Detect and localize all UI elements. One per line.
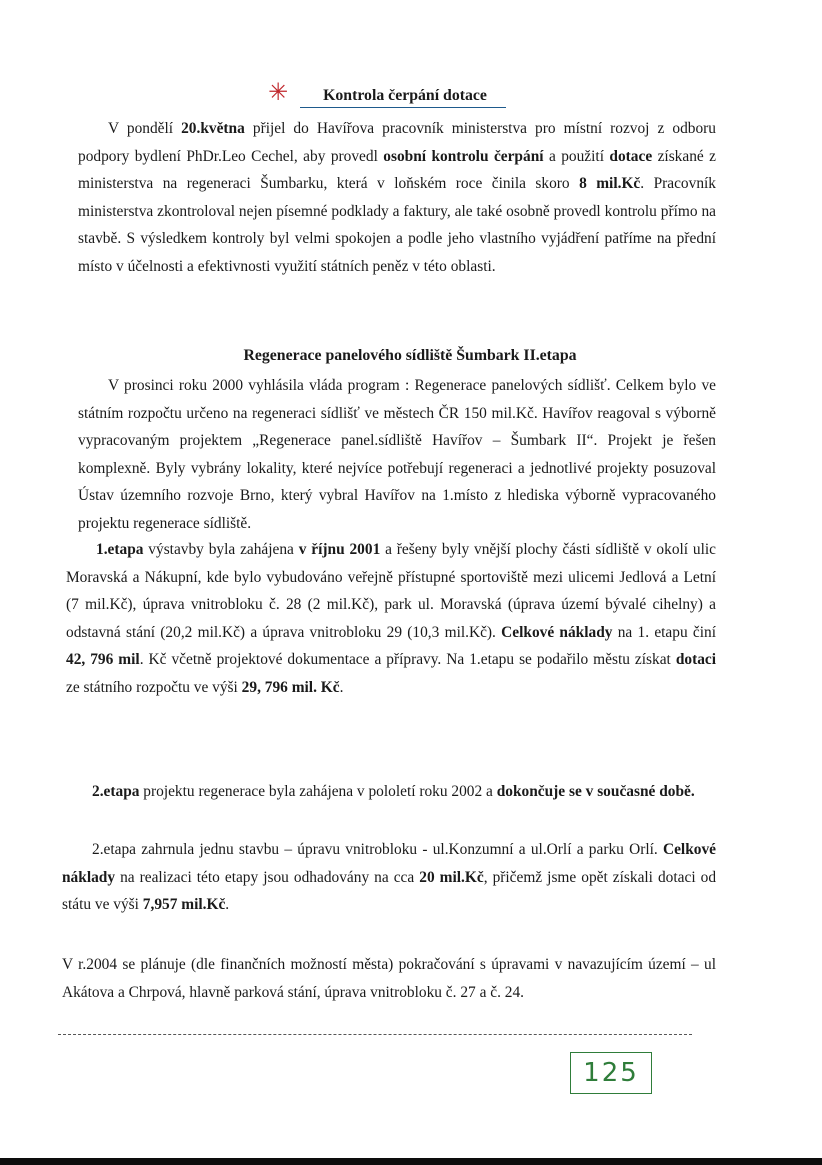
paragraph-kontrola: V pondělí 20.května přijel do Havířova pracovník ministerstva pro místní rozvoj z odboru podpory bydlení PhDr.Leo Cechel, aby provedl osobní kontrolu čerpání a použití dotace získané z ministerstva na regeneraci Šumbarku, která v loňském roce činila skoro 8 mil.Kč. Pracovník ministerstva zkontroloval nejen písemné podklady a faktury, ale také osobně provedl kontrolu přímo na stavbě. S výsledkem kontroly byl velmi spokojen a podle jeho vlastního vyjádření patříme na přední místo v účelnosti a efektivnosti využití státních peněz v této oblasti. bbox=[78, 120, 716, 275]
paragraph-etapa-2-naklady: 2.etapa zahrnula jednu stavbu – úpravu vnitrobloku - ul.Konzumní a ul.Orlí a parku Orlí. Celkové náklady na realizaci této etapy jsou odhadovány na cca 20 mil.Kč, přičemž jsme opět získali dotaci od státu ve výši 7,957 mil.Kč. bbox=[62, 841, 717, 913]
section-title-regenerace: Regenerace panelového sídliště Šumbark II.etapa bbox=[243, 347, 577, 364]
paragraph-plan-2004: V r.2004 se plánuje (dle finančních možností města) pokračování s úpravami v navazujícím území – ul Akátova a Chrpová, hlavně parková stání, úprava vnitrobloku č. 27 a č. 24. bbox=[62, 956, 716, 1001]
title-underline bbox=[300, 107, 506, 108]
section-title-kontrola: Kontrola čerpání dotace bbox=[323, 87, 487, 104]
scan-edge bbox=[0, 1158, 822, 1165]
bottom-divider bbox=[58, 1034, 692, 1035]
paragraph-etapa-1: 1.etapa výstavby byla zahájena v říjnu 2001 a řešeny byly vnější plochy části sídliště v okolí ulic Moravská a Nákupní, kde bylo vybudováno veřejně přístupné sportoviště mezi ulicemi Jedlová a Letní (7 mil.Kč), úprava vnitrobloku č. 28 (2 mil.Kč), park ul. Moravská (úprava území bývalé cihelny) a odstavná stání (20,2 mil.Kč) a úprava vnitrobloku 29 (10,3 mil.Kč). Celkové náklady na 1. etapu činí 42, 796 mil. Kč včetně projektové dokumentace a přípravy. Na 1.etapu se podařilo městu získat dotaci ze státního rozpočtu ve výši 29, 796 mil. Kč. bbox=[66, 541, 716, 696]
paragraph-program: V prosinci roku 2000 vyhlásila vláda program : Regenerace panelových sídlišť. Celkem bylo ve státním rozpočtu určeno na regeneraci sídlišť ve městech ČR 150 mil.Kč. Havířov reagoval s výborně vypracovaným projektem „Regenerace panel.sídliště Havířov – Šumbark II“. Projekt je řešen komplexně. Byly vybrány lokality, které nejvíce potřebují regeneraci a jednotlivé projekty posuzoval Ústav územního rozvoje Brno, který vybral Havířov na 1.místo z hlediska výborně vypracovaného projektu regenerace sídliště. bbox=[78, 377, 716, 532]
paragraph-etapa-2: 2.etapa projektu regenerace byla zahájena v pololetí roku 2002 a dokončuje se v současné době. bbox=[92, 783, 695, 800]
handwritten-asterisk-icon: ✳ bbox=[268, 78, 289, 106]
page-number: 125 bbox=[570, 1052, 652, 1094]
